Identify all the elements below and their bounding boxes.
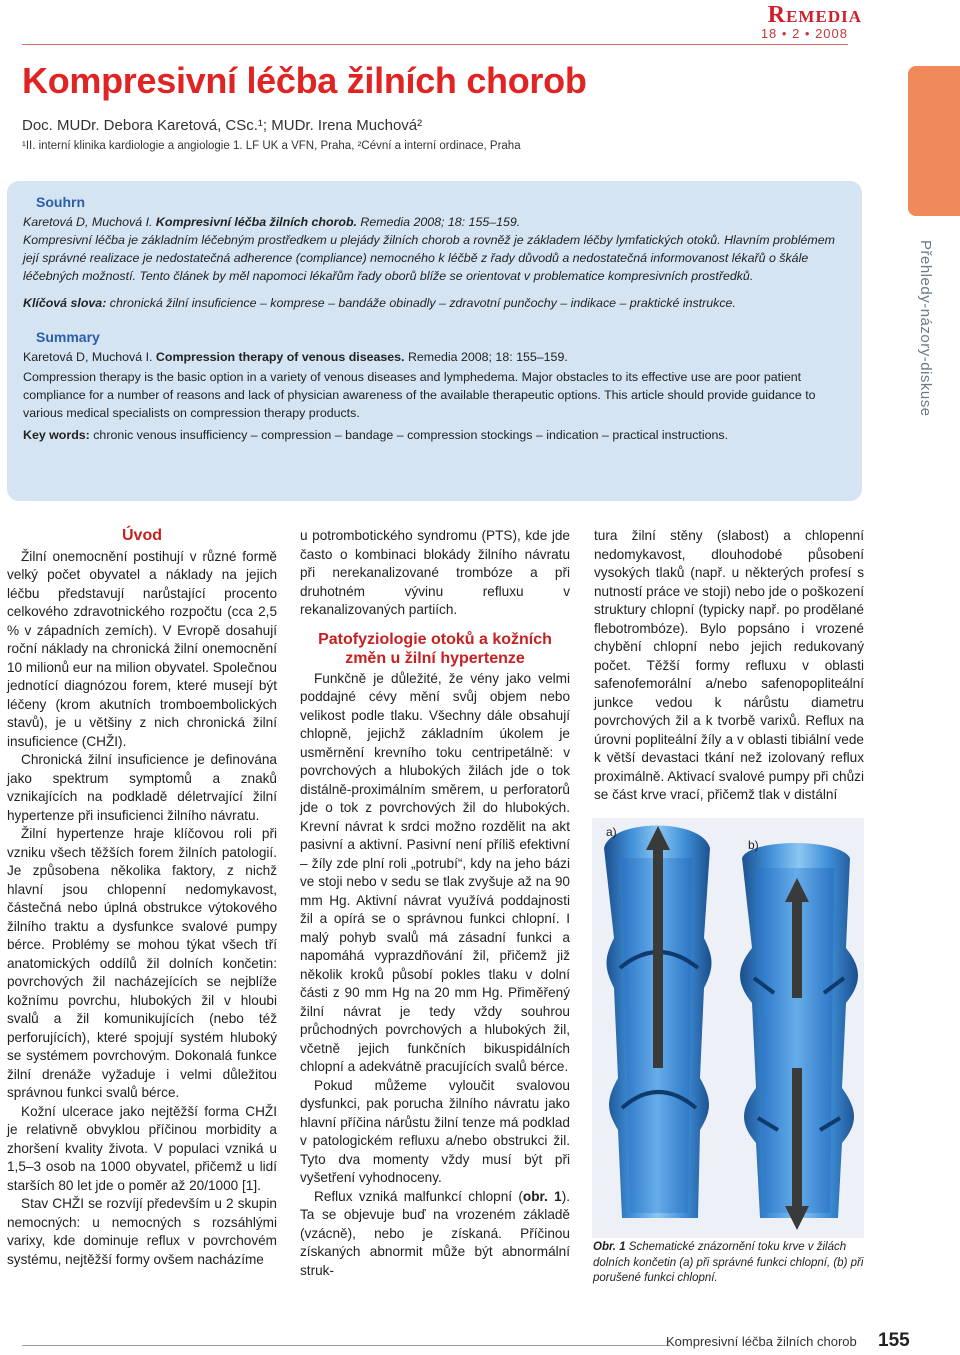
abstract-content (23, 193, 849, 444)
affiliation: ¹II. interní klinika kardiologie a angiologie 1. LF UK a VFN, Praha, ²Cévní a interní ordinace, Praha (22, 140, 521, 152)
column-3 (594, 527, 864, 805)
paragraph: Žilní hypertenze hraje klíčovou roli při vzniku všech těžších forem žilních patologií. Je způsobena několika faktory, z nichž hlavní jsou chlopenní nedomykavost, částečná nebo úplná obstrukce výtokového žilního traktu a dysfunkce svalové pumpy bérce. Problémy se mohou týkat všech tří anatomických oddílů žil dolních končetin: povrchových žil nacházejících se nejblíže kožnímu povrchu, hlubokých žil v hloubi svalů a žil komunikujících (nebo též perforujících), které spojují systém hluboký se systémem povrchovým. Dokonalá funkce žilní drenáže vyžaduje i velmi důležitou správnou funkci svalů bérce. (7, 826, 277, 1100)
article-title: Kompresivní léčba žilních chorob (22, 60, 587, 101)
paragraph: Stav CHŽI se rozvíjí především u 2 skupin nemocných: u nemocných s rozsáhlými varixy, kde dominuje reflux v povrchovém systému, nejtěžší formy ovšem nacházíme (7, 1196, 277, 1267)
figure-caption: Obr. 1 Schematické znázornění toku krve v žilách dolních končetin (a) při správné funkci chlopní, (b) při porušené funkci chlopní. (593, 1241, 864, 1284)
paragraph: Kožní ulcerace jako nejtěžší forma CHŽI je relativně obvyklou příčinou morbidity a zhoršení kvality života. V populaci vzniká u 1,5–3 osob na 1000 obyvatel, přičemž u lidí starších 80 let jde o poměr až 20/1000 [1]. (7, 1103, 277, 1193)
paragraph: u potrombotického syndromu (PTS), kde jde často o kombinaci blokády žilního návratu při nerekanalizované trombóze a při druhotném vývinu refluxu v rekanalizovaných partiích. (300, 528, 570, 617)
summary-text: Compression therapy is the basic option in a variety of venous diseases and lymphedema. Major obstacles to its effective use are poor patient compliance for a number of reasons and lack of physician awareness of the available therapeutic options. This article should provide guidance to various medical specialists on compression therapy products. (23, 370, 816, 420)
section-tab (908, 66, 960, 216)
heading-patofyziologie: Patofyziologie otoků a kožních změn u žilní hypertenze (318, 630, 552, 667)
abstract-box (7, 181, 862, 501)
running-title: Kompresivní léčba žilních chorob (666, 1334, 857, 1349)
summary-citation: Karetová D, Muchová I. Compression therapy of venous diseases. Remedia 2008; 18: 155–159. (23, 350, 568, 364)
paragraph: Funkčně je důležité, že vény jako velmi poddajné cévy mění svůj objem nebo velikost podle tlaku. Všechny dále obsahují chlopně, jejichž základním úkolem je usměrnění krevního toku centripetálně: v povrchových a hlubokých žilách jde o tok distálně-proximálním směrem, u perforatorů jde o tok z povrchových žil do hlubokých. Krevní návrat k srdci možno rozdělit na akt pasivní a aktivní. Pasivní není příliš efektivní – žíly zde plní roli „potrubí“, kdy na jeho bázi ve stoji nebo v sedu se tlak zvyšuje až na 90 mm Hg. Aktivní návrat využívá poddajnosti žil a opírá se o správnou funkci chlopní. I malý pohyb svalů má zásadní funkci a napomáhá vyprazdňování žil, přičemž již několik kroků působí pokles tlaku v dolní části z 90 mm Hg na 20 mm Hg. Přiměřený žilní návrat je tedy vždy souhrou průchodných povrchových a hlubokých žil, včetně jejich funkčních bikuspidálních chlopní a adekvátně pracujících svalů bérce. (300, 670, 570, 1074)
section-label: Přehledy-názory-diskuse (917, 240, 934, 417)
paragraph: Pokud můžeme vyloučit svalovou dysfunkci, pak porucha žilního návratu jako hlavní příčina nárůstu žilní tenze má podklad v patologickém refluxu a/nebo obstrukci žil. Tyto dva momenty vždy musí být při vyšetření vyhodnoceny. (300, 1077, 570, 1185)
header-rule (22, 44, 848, 45)
summary-heading: Summary (36, 329, 100, 345)
column-1 (7, 527, 277, 1269)
authors: Doc. MUDr. Debora Karetová, CSc.¹; MUDr. Irena Muchová² (22, 117, 423, 134)
heading-uvod: Úvod (122, 527, 162, 544)
issue-number: 18 • 2 • 2008 (760, 26, 848, 41)
figure-label-a: a) (606, 825, 617, 839)
paragraph: Žilní onemocnění postihují v různé formě velký počet obyvatel a náklady na jejich léčbu představují narůstající procento celkového zdravotnického rozpočtu (cca 2,5 % v západních zemích). V Evropě dosahují roční náklady na chronická žilní onemocnění 10 milionů eur na milion obyvatel. Společnou jednotící diagnózou forem, které musejí být léčeny (krom akutních tromboembolických stavů), je u většiny z nich chronická žilní insuficience (CHŽI). (7, 548, 277, 749)
figure-1 (592, 818, 864, 1238)
souhrn-text: Kompresivní léčba je základním léčebným prostředkem u plejády žilních chorob a rovněž je základem léčby lymfatických otoků. Hlavním problémem její správné realizace je nedostatečná adherence (compliance) nemocného k léčbě z řady důvodů a nedostatečná informovanost lékařů o škále léčebných možností. Tento článek by měl napomoci lékařům řady oborů blíže se orientovat v problematice kompresivních prostředků. (23, 233, 835, 283)
souhrn-citation: Karetová D, Muchová I. Kompresivní léčba žilních chorob. Remedia 2008; 18: 155–159. (23, 215, 521, 229)
footer-rule (22, 1345, 670, 1346)
journal-logo: Remedia (767, 2, 862, 28)
paragraph: Chronická žilní insuficience je definována jako spektrum symptomů a znaků vznikajících na podkladě déletrvající žilní hypertenze při insuficienci žilního návratu. (7, 752, 277, 823)
figure-label-b: b) (748, 838, 759, 852)
page-number: 155 (878, 1330, 910, 1351)
vein-illustration (592, 818, 864, 1238)
souhrn-keywords: Klíčová slova: chronická žilní insuficience – komprese – bandáže obinadly – zdravotní punčochy – indikace – praktické instrukce. (23, 296, 736, 310)
column-2 (300, 527, 570, 1280)
figure-reference[interactable]: obr. 1 (522, 1188, 562, 1204)
paragraph: tura žilní stěny (slabost) a chlopenní nedomykavost, dlouhodobé působení vysokých tlaků (např. u některých profesí s nutností práce ve stoji) nebo jde o poškození struktury chlopní (typicky např. po prodělané flebotrombóze). Bylo popsáno i vrozené chybění chlopní nebo jejich redukovaný počet. Těžší formy refluxu v oblasti safenofemorální a/nebo safenopopliteální junkce vedou k nárůstu diametru povrchových žil a k tvorbě varixů. Reflux na úrovni popliteální žíly a v oblasti tibiální vede k větší devastaci tkání než izolovaný reflux proximálně. Aktivací svalové pumpy při chůzi se část krve vrací, přičemž tlak v distální (594, 528, 864, 802)
souhrn-heading: Souhrn (36, 194, 85, 210)
paragraph: Reflux vzniká malfunkcí chlopní (obr. 1). Ta se objevuje buď na vrozeném základě (vzácně), nebo je získaná. Příčinou získaných abnormit může být abnormální struk- (300, 1188, 571, 1278)
summary-keywords: Key words: chronic venous insufficiency – compression – bandage – compression stockings – indication – practical instructions. (23, 428, 729, 442)
